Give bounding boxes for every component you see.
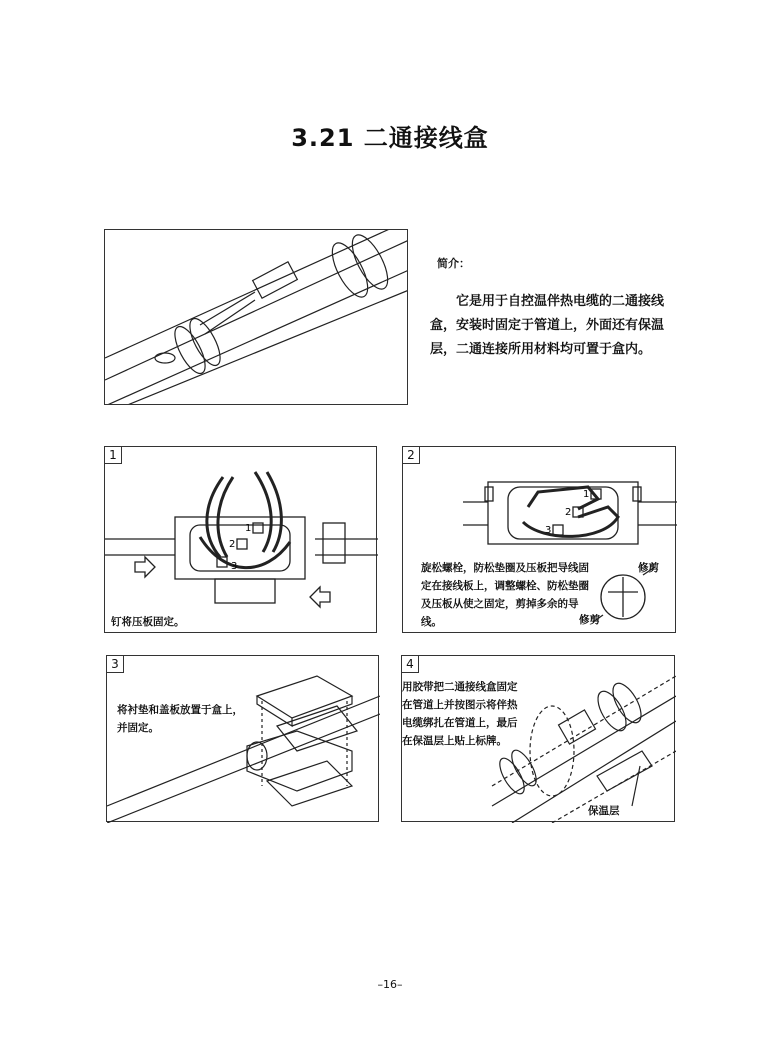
page-title: 3.21 二通接线盒 bbox=[291, 124, 489, 152]
step-2-label-1: 1 bbox=[583, 489, 590, 500]
step-4-caption: 用胶带把二通接线盒固定在管道上并按图示将伴热电缆绑扎在管道上，最后在保温层上贴上标牌。 bbox=[402, 681, 518, 747]
step-3-panel bbox=[106, 655, 379, 822]
step-1-label-3: 3 bbox=[231, 561, 238, 572]
step-2-panel bbox=[402, 446, 676, 633]
intro-illustration bbox=[104, 229, 408, 405]
step-2-callout-trim-bottom: 修剪 bbox=[579, 614, 600, 626]
step-4-callout-insulation: 保温层 bbox=[588, 805, 620, 817]
step-2-number: 2 bbox=[403, 447, 420, 464]
step-2-caption: 旋松螺栓，防松垫圈及压板把导线固定在接线板上，调整螺栓、防松垫圈及压板从使之固定，剪掉多余的导线。 bbox=[421, 562, 589, 628]
page-number: –16– bbox=[377, 978, 403, 991]
step-1-drawing bbox=[105, 447, 378, 634]
step-2-callout-trim-top: 修剪 bbox=[638, 562, 659, 574]
intro-heading: 简介： bbox=[437, 257, 470, 270]
step-1-number: 1 bbox=[105, 447, 122, 464]
step-3-number: 3 bbox=[107, 656, 124, 673]
step-1-label-1: 1 bbox=[245, 523, 252, 534]
step-2-label-2: 2 bbox=[565, 507, 572, 518]
step-3-caption: 将衬垫和盖板放置于盒上，并固定。 bbox=[117, 704, 243, 734]
step-3-drawing bbox=[107, 656, 380, 823]
step-1-panel bbox=[104, 446, 377, 633]
step-2-label-3: 3 bbox=[545, 525, 552, 536]
step-1-caption: 钉将压板固定。 bbox=[111, 616, 185, 628]
intro-text: 它是用于自控温伴热电缆的二通接线盒，安装时固定于管道上，外面还有保温层，二通连接所用材料均可置于盒内。 bbox=[430, 294, 665, 357]
step-4-number: 4 bbox=[402, 656, 419, 673]
step-4-panel bbox=[401, 655, 675, 822]
step-1-label-2: 2 bbox=[229, 539, 236, 550]
pipe-junction-box-drawing bbox=[105, 230, 408, 405]
